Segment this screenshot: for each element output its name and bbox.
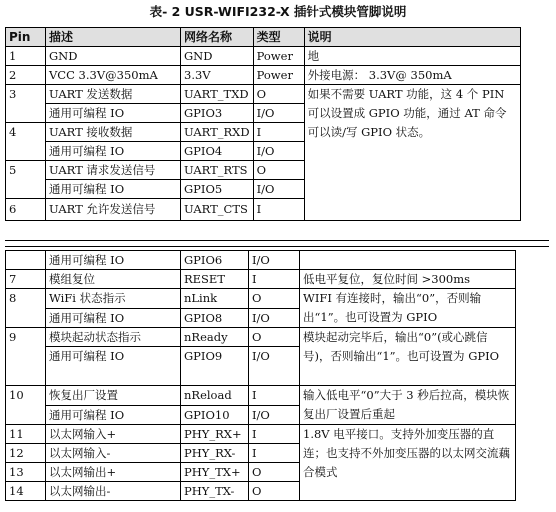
desc-cell: 以太网输入-	[46, 444, 181, 463]
header-desc: 描述	[46, 28, 181, 47]
type-cell: I/O	[249, 251, 300, 270]
note-cell: 低电平复位，复位时间 >300ms	[300, 270, 516, 289]
net-cell: nReload	[181, 386, 249, 406]
desc-cell: 恢复出厂设置	[46, 386, 181, 406]
type-cell: O	[249, 482, 300, 501]
net-cell: GND	[181, 47, 254, 66]
desc-cell: UART 接收数据	[46, 123, 181, 142]
net-cell: GPIO5	[181, 180, 254, 199]
note-cell: 地	[304, 47, 520, 66]
type-cell: I	[249, 270, 300, 289]
type-cell: I	[253, 123, 304, 142]
type-cell: I/O	[249, 308, 300, 328]
pin-table-part-2	[5, 250, 516, 501]
pin9-note-cell: 模块起动完毕后，输出“0”(或心跳信号)，否则输出“1”。也可设置为 GPIO	[300, 328, 516, 386]
note-cell: 外接电源： 3.3V@ 350mA	[304, 66, 520, 85]
table-row	[6, 66, 521, 85]
desc-cell: UART 允许发送信号	[46, 199, 181, 221]
desc-cell: 通用可编程 IO	[46, 347, 181, 386]
desc-cell: 通用可编程 IO	[46, 405, 181, 425]
type-cell: I	[253, 199, 304, 221]
desc-cell: 以太网输入+	[46, 425, 181, 444]
type-cell: I/O	[249, 405, 300, 425]
type-cell: I	[249, 425, 300, 444]
type-cell: I	[249, 386, 300, 406]
net-cell: nLink	[181, 289, 249, 309]
net-cell: GPIO9	[181, 347, 249, 386]
header-note: 说明	[304, 28, 520, 47]
type-cell: I/O	[253, 142, 304, 161]
pin8-note-cell: WIFI 有连接时，输出“0”，否则输出“1”。也可设置为 GPIO	[300, 289, 516, 328]
net-cell: GPIO4	[181, 142, 254, 161]
net-cell: GPIO6	[181, 251, 249, 270]
net-cell: GPIO3	[181, 104, 254, 123]
table-row	[6, 425, 516, 444]
page-break-line	[5, 240, 549, 241]
pin-cell: 13	[6, 463, 46, 482]
net-cell: GPIO10	[181, 405, 249, 425]
pin-cell: 11	[6, 425, 46, 444]
type-cell: O	[253, 85, 304, 104]
table-header-row	[6, 28, 521, 47]
net-cell: RESET	[181, 270, 249, 289]
pin-table-part-1	[5, 27, 521, 221]
net-cell: UART_CTS	[181, 199, 254, 221]
desc-cell: 模组复位	[46, 270, 181, 289]
pin-cell: 12	[6, 444, 46, 463]
net-cell: UART_TXD	[181, 85, 254, 104]
net-cell: UART_RXD	[181, 123, 254, 142]
desc-cell: VCC 3.3V@350mA	[46, 66, 181, 85]
pin-cell	[6, 251, 46, 270]
pin10-note-cell: 输入低电平“0”大于 3 秒后拉高，模块恢复出厂设置后重起	[300, 386, 516, 425]
header-type: 类型	[253, 28, 304, 47]
net-cell: UART_RTS	[181, 161, 254, 180]
type-cell: Power	[253, 47, 304, 66]
pin-cell: 1	[6, 47, 46, 66]
type-cell: I	[249, 444, 300, 463]
pin-cell: 9	[6, 328, 46, 386]
table-row	[6, 328, 516, 347]
uart-note-cell: 如果不需要 UART 功能，这 4 个 PIN 可以设置成 GPIO 功能，通过 AT 命令可以读/写 GPIO 状态。	[304, 85, 520, 221]
type-cell: O	[249, 289, 300, 309]
desc-cell: 通用可编程 IO	[46, 180, 181, 199]
pin-cell: 4	[6, 123, 46, 161]
desc-cell: WiFi 状态指示	[46, 289, 181, 309]
page-break-line	[5, 246, 549, 247]
table-title: 表- 2 USR-WIFI232-X 插针式模块管脚说明	[149, 4, 407, 19]
pin-cell: 7	[6, 270, 46, 289]
net-cell: PHY_TX-	[181, 482, 249, 501]
net-cell: 3.3V	[181, 66, 254, 85]
pin-cell: 10	[6, 386, 46, 425]
pin-cell: 8	[6, 289, 46, 328]
type-cell: O	[249, 328, 300, 347]
table-row	[6, 270, 516, 289]
type-cell: I/O	[253, 180, 304, 199]
net-cell: PHY_TX+	[181, 463, 249, 482]
note-cell	[300, 251, 516, 270]
table-row	[6, 386, 516, 406]
net-cell: nReady	[181, 328, 249, 347]
desc-cell: UART 请求发送信号	[46, 161, 181, 180]
net-cell: GPIO8	[181, 308, 249, 328]
table-row	[6, 289, 516, 309]
header-pin: Pin	[6, 28, 46, 47]
desc-cell: 通用可编程 IO	[46, 142, 181, 161]
ethernet-note-cell: 1.8V 电平接口。支持外加变压器的直连；也支持不外加变压器的以太网交流藕合模式	[300, 425, 516, 501]
type-cell: I/O	[249, 347, 300, 386]
desc-cell: 模块起动状态指示	[46, 328, 181, 347]
net-cell: PHY_RX+	[181, 425, 249, 444]
desc-cell: 以太网输出+	[46, 463, 181, 482]
desc-cell: 通用可编程 IO	[46, 308, 181, 328]
table-row	[6, 85, 521, 104]
type-cell: O	[249, 463, 300, 482]
type-cell: O	[253, 161, 304, 180]
desc-cell: UART 发送数据	[46, 85, 181, 104]
net-cell: PHY_RX-	[181, 444, 249, 463]
table-row	[6, 251, 516, 270]
header-net: 网络名称	[181, 28, 254, 47]
desc-cell: 以太网输出-	[46, 482, 181, 501]
desc-cell: 通用可编程 IO	[46, 251, 181, 270]
pin-cell: 3	[6, 85, 46, 123]
pin-cell: 5	[6, 161, 46, 199]
desc-cell: GND	[46, 47, 181, 66]
type-cell: Power	[253, 66, 304, 85]
pin-cell: 6	[6, 199, 46, 221]
table-row	[6, 47, 521, 66]
desc-cell: 通用可编程 IO	[46, 104, 181, 123]
pin-cell: 2	[6, 66, 46, 85]
type-cell: I/O	[253, 104, 304, 123]
pin-cell: 14	[6, 482, 46, 501]
